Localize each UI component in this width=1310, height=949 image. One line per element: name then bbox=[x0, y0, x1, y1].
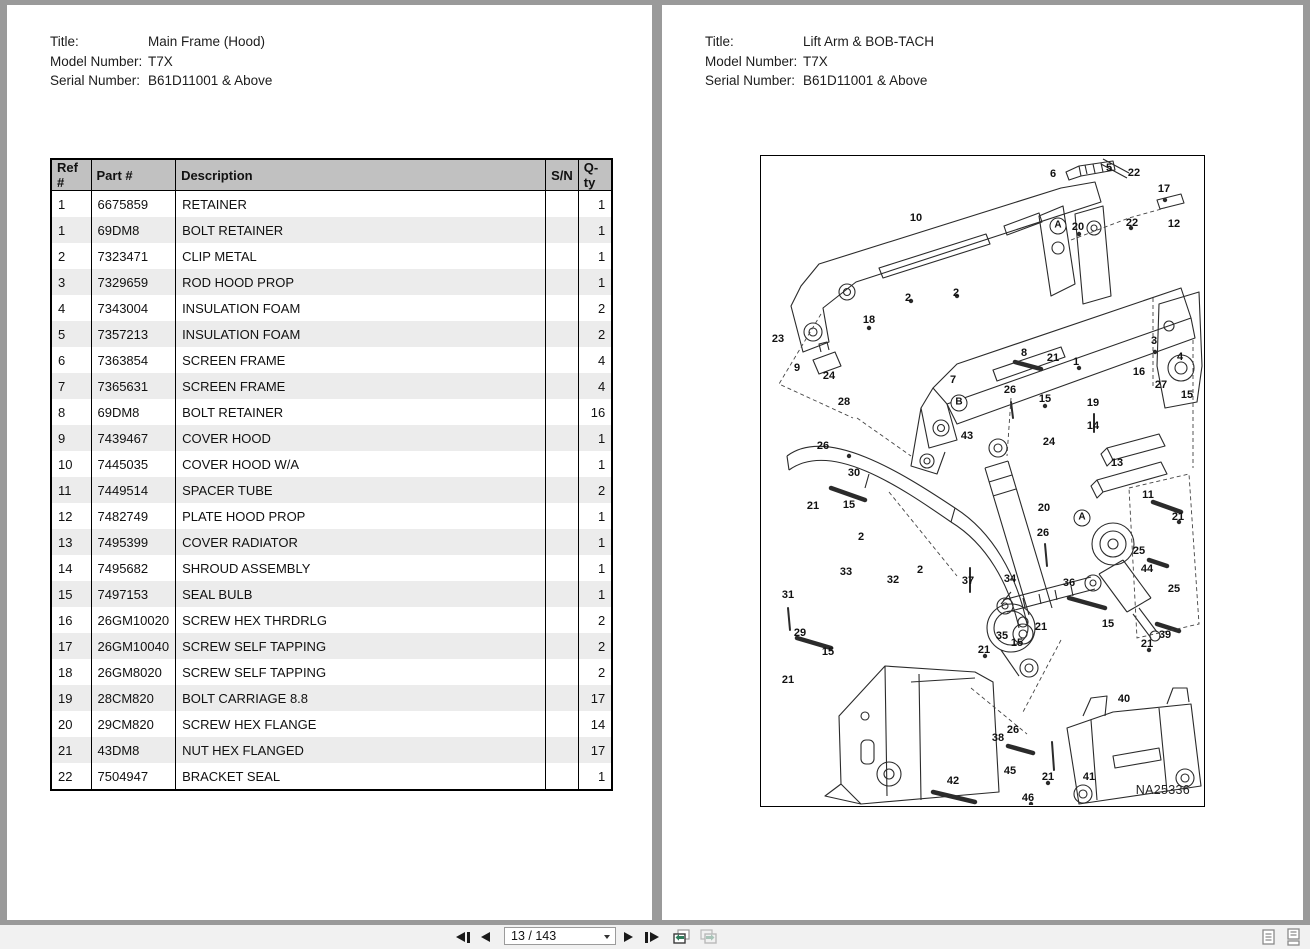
table-cell: 14 bbox=[578, 711, 612, 737]
table-cell bbox=[546, 269, 579, 295]
table-cell: 4 bbox=[578, 347, 612, 373]
continuous-layout-button[interactable] bbox=[1284, 928, 1303, 946]
table-cell bbox=[546, 529, 579, 555]
diagram-callout: 20 bbox=[1071, 221, 1085, 233]
table-cell: 18 bbox=[58, 664, 73, 680]
table-cell: 69DM8 bbox=[91, 217, 176, 243]
table-row bbox=[51, 711, 612, 737]
model-number-value: T7X bbox=[803, 53, 828, 69]
next-view-icon bbox=[698, 928, 718, 946]
diagram-callout: 2 bbox=[904, 292, 912, 304]
table-cell: 28CM820 bbox=[91, 685, 176, 711]
diagram-callout: 1 bbox=[1072, 356, 1080, 368]
single-page-layout-icon bbox=[1260, 928, 1277, 946]
diagram-callout: 15 bbox=[1010, 637, 1024, 649]
table-cell: 20 bbox=[58, 716, 73, 732]
table-cell: 1 bbox=[578, 425, 612, 451]
table-cell bbox=[546, 399, 579, 425]
serial-number-label: Serial Number: bbox=[705, 73, 796, 88]
table-cell: 7445035 bbox=[91, 451, 176, 477]
table-cell: 7449514 bbox=[91, 477, 176, 503]
table-cell: 6 bbox=[58, 352, 66, 368]
diagram-callout: 27 bbox=[1154, 379, 1168, 391]
last-page-button[interactable] bbox=[645, 928, 659, 946]
exploded-parts-diagram bbox=[760, 155, 1205, 807]
table-cell: 1 bbox=[578, 243, 612, 269]
first-page-button[interactable] bbox=[456, 928, 470, 946]
table-cell bbox=[546, 477, 579, 503]
table-cell: SEAL BULB bbox=[176, 581, 546, 607]
diagram-callout: 25 bbox=[1132, 545, 1146, 557]
diagram-callout: 22 bbox=[1127, 167, 1141, 179]
diagram-callout: 21 bbox=[781, 674, 795, 686]
table-cell: 2 bbox=[578, 321, 612, 347]
continuous-layout-icon bbox=[1284, 928, 1303, 946]
table-cell bbox=[546, 451, 579, 477]
table-cell: SPACER TUBE bbox=[176, 477, 546, 503]
table-row bbox=[51, 503, 612, 529]
diagram-callout: 21 bbox=[1171, 511, 1185, 523]
table-cell bbox=[546, 425, 579, 451]
page-indicator: 13 / 143 bbox=[511, 929, 557, 943]
table-cell: 16 bbox=[58, 612, 73, 628]
page-title: Lift Arm & BOB-TACH bbox=[803, 34, 935, 49]
table-cell: SCREW SELF TAPPING bbox=[176, 659, 546, 685]
diagram-callout: 6 bbox=[1049, 168, 1057, 180]
table-cell: 7329659 bbox=[91, 269, 176, 295]
diagram-callout: 34 bbox=[1003, 573, 1017, 585]
diagram-callout: 26 bbox=[1036, 527, 1050, 539]
table-row bbox=[51, 581, 612, 607]
table-cell bbox=[546, 763, 579, 790]
table-cell: 11 bbox=[58, 482, 72, 498]
diagram-callout: 38 bbox=[991, 732, 1005, 744]
table-cell bbox=[546, 659, 579, 685]
table-cell bbox=[546, 347, 579, 373]
diagram-callout: 3 bbox=[1150, 335, 1158, 347]
page-title: Main Frame (Hood) bbox=[148, 34, 266, 49]
diagram-callout: 21 bbox=[806, 500, 820, 512]
table-cell: SHROUD ASSEMBLY bbox=[176, 555, 546, 581]
table-cell: 2 bbox=[58, 248, 66, 264]
table-cell: 12 bbox=[58, 508, 73, 524]
table-cell bbox=[546, 503, 579, 529]
diagram-callout: 31 bbox=[781, 589, 795, 601]
table-cell: 15 bbox=[58, 586, 73, 602]
table-cell bbox=[546, 581, 579, 607]
table-cell: 1 bbox=[578, 451, 612, 477]
diagram-callout: 46 bbox=[1021, 792, 1035, 804]
table-cell bbox=[546, 555, 579, 581]
table-cell: BRACKET SEAL bbox=[176, 763, 546, 790]
diagram-callout: 8 bbox=[1020, 347, 1028, 359]
diagram-callout: 44 bbox=[1140, 563, 1154, 575]
diagram-callout: 7 bbox=[949, 374, 957, 386]
table-cell: 21 bbox=[58, 742, 73, 758]
table-cell: 13 bbox=[58, 534, 73, 550]
diagram-callout: 9 bbox=[793, 362, 801, 374]
table-cell bbox=[546, 607, 579, 633]
table-cell: CLIP METAL bbox=[176, 243, 546, 269]
table-cell: 26GM10040 bbox=[91, 633, 176, 659]
table-row bbox=[51, 685, 612, 711]
table-cell: 19 bbox=[58, 690, 73, 706]
parts-table-head-row bbox=[51, 159, 612, 191]
diagram-callout: 30 bbox=[847, 467, 861, 479]
diagram-callout: 21 bbox=[1140, 638, 1154, 650]
table-cell: 5 bbox=[58, 326, 66, 342]
table-cell: 2 bbox=[578, 633, 612, 659]
diagram-callout: 33 bbox=[839, 566, 853, 578]
diagram-callout: 12 bbox=[1167, 218, 1181, 230]
table-row bbox=[51, 399, 612, 425]
diagram-callout: 43 bbox=[960, 430, 974, 442]
table-cell bbox=[546, 191, 579, 218]
diagram-callout: 5 bbox=[1105, 162, 1113, 174]
table-cell: 1 bbox=[578, 503, 612, 529]
previous-view-button[interactable] bbox=[672, 928, 692, 946]
table-row bbox=[51, 373, 612, 399]
column-header: Part # bbox=[91, 159, 176, 191]
parts-table-body bbox=[51, 191, 612, 791]
table-cell: SCREW SELF TAPPING bbox=[176, 633, 546, 659]
table-cell: 17 bbox=[578, 737, 612, 763]
diagram-callout: 10 bbox=[909, 212, 923, 224]
table-cell bbox=[546, 321, 579, 347]
table-cell: BOLT RETAINER bbox=[176, 217, 546, 243]
bottom-toolbar bbox=[0, 925, 1310, 949]
diagram-callout: 42 bbox=[946, 775, 960, 787]
table-cell: 2 bbox=[578, 659, 612, 685]
table-cell: COVER HOOD W/A bbox=[176, 451, 546, 477]
diagram-callout: 15 bbox=[1038, 393, 1052, 405]
serial-number-value: B61D11001 & Above bbox=[803, 73, 928, 88]
diagram-callout: A bbox=[1074, 510, 1091, 527]
table-cell: 1 bbox=[578, 555, 612, 581]
table-cell: 26GM10020 bbox=[91, 607, 176, 633]
diagram-callout: 15 bbox=[821, 646, 835, 658]
table-cell: 43DM8 bbox=[91, 737, 176, 763]
diagram-callout: 2 bbox=[952, 287, 960, 299]
table-cell: COVER HOOD bbox=[176, 425, 546, 451]
table-cell: 2 bbox=[578, 295, 612, 321]
table-cell: 4 bbox=[578, 373, 612, 399]
table-cell: NUT HEX FLANGED bbox=[176, 737, 546, 763]
table-cell: 7357213 bbox=[91, 321, 176, 347]
diagram-callout: 15 bbox=[842, 499, 856, 511]
next-view-button[interactable] bbox=[698, 928, 718, 946]
diagram-callout: 15 bbox=[1101, 618, 1115, 630]
table-cell: 26GM8020 bbox=[91, 659, 176, 685]
diagram-callout: 18 bbox=[862, 314, 876, 326]
table-cell: 7504947 bbox=[91, 763, 176, 790]
diagram-callout: 19 bbox=[1086, 397, 1100, 409]
table-cell: 1 bbox=[578, 763, 612, 790]
table-cell: SCREW HEX THRDRLG bbox=[176, 607, 546, 633]
diagram-callout: 36 bbox=[1062, 577, 1076, 589]
diagram-callout: 41 bbox=[1082, 771, 1096, 783]
single-page-layout-button[interactable] bbox=[1260, 928, 1277, 946]
previous-view-icon bbox=[672, 928, 692, 946]
table-row bbox=[51, 763, 612, 790]
table-cell: BOLT CARRIAGE 8.8 bbox=[176, 685, 546, 711]
table-row bbox=[51, 737, 612, 763]
table-cell: INSULATION FOAM bbox=[176, 295, 546, 321]
table-cell: 1 bbox=[58, 222, 66, 238]
table-row bbox=[51, 633, 612, 659]
table-row bbox=[51, 477, 612, 503]
table-cell: 9 bbox=[58, 430, 66, 446]
diagram-callout: 45 bbox=[1003, 765, 1017, 777]
table-cell: 1 bbox=[58, 196, 66, 212]
table-cell: 7439467 bbox=[91, 425, 176, 451]
diagram-callout: 2 bbox=[857, 531, 865, 543]
table-cell: 6675859 bbox=[91, 191, 176, 218]
first-page-icon bbox=[456, 932, 465, 942]
table-row bbox=[51, 295, 612, 321]
serial-number-label: Serial Number: bbox=[50, 73, 141, 88]
table-row bbox=[51, 659, 612, 685]
diagram-callout: 29 bbox=[793, 627, 807, 639]
table-cell: 14 bbox=[58, 560, 73, 576]
table-row bbox=[51, 269, 612, 295]
table-cell: 16 bbox=[578, 399, 612, 425]
table-cell bbox=[546, 243, 579, 269]
table-cell: 1 bbox=[578, 581, 612, 607]
table-row bbox=[51, 243, 612, 269]
table-row bbox=[51, 321, 612, 347]
diagram-callout: 21 bbox=[1046, 352, 1060, 364]
diagram-callout: 2 bbox=[916, 564, 924, 576]
table-cell: 7323471 bbox=[91, 243, 176, 269]
table-cell: 17 bbox=[58, 638, 73, 654]
diagram-callout: 26 bbox=[1003, 384, 1017, 396]
table-row bbox=[51, 607, 612, 633]
dropdown-caret-icon bbox=[604, 935, 610, 939]
table-cell: 29CM820 bbox=[91, 711, 176, 737]
diagram-callout: 11 bbox=[1142, 489, 1154, 501]
diagram-callout: 26 bbox=[816, 440, 830, 452]
figure-code: NA25336 bbox=[1135, 783, 1190, 797]
right-page bbox=[662, 5, 1303, 920]
table-cell bbox=[546, 711, 579, 737]
diagram-callout: 13 bbox=[1110, 457, 1124, 469]
table-cell: PLATE HOOD PROP bbox=[176, 503, 546, 529]
table-cell: SCREW HEX FLANGE bbox=[176, 711, 546, 737]
diagram-callout: 25 bbox=[1167, 583, 1181, 595]
diagram-callout: 26 bbox=[1006, 724, 1020, 736]
table-cell bbox=[546, 633, 579, 659]
diagram-callout: 14 bbox=[1086, 420, 1100, 432]
diagram-callout: A bbox=[1050, 218, 1067, 235]
model-number-label: Model Number: bbox=[50, 53, 143, 69]
table-cell: 10 bbox=[58, 456, 73, 472]
column-header: S/N bbox=[546, 159, 579, 191]
table-cell: SCREEN FRAME bbox=[176, 373, 546, 399]
table-cell: 2 bbox=[578, 607, 612, 633]
diagram-callout: 24 bbox=[822, 370, 836, 382]
left-page bbox=[7, 5, 652, 920]
diagram-callout: 40 bbox=[1117, 693, 1131, 705]
table-cell: RETAINER bbox=[176, 191, 546, 218]
table-cell: 7365631 bbox=[91, 373, 176, 399]
table-cell: 4 bbox=[58, 300, 66, 316]
diagram-callout: 22 bbox=[1125, 217, 1139, 229]
table-cell: BOLT RETAINER bbox=[176, 399, 546, 425]
table-cell: 7 bbox=[58, 378, 66, 394]
diagram-callout: 20 bbox=[1037, 502, 1051, 514]
table-cell: 7495682 bbox=[91, 555, 176, 581]
table-cell: 7343004 bbox=[91, 295, 176, 321]
diagram-callout: 37 bbox=[961, 575, 975, 587]
model-number-value: T7X bbox=[148, 53, 173, 69]
serial-number-value: B61D11001 & Above bbox=[148, 73, 273, 88]
diagram-callout: 15 bbox=[1180, 389, 1194, 401]
diagram-artwork bbox=[761, 156, 1203, 805]
table-cell: 1 bbox=[578, 269, 612, 295]
table-cell: 3 bbox=[58, 274, 66, 290]
column-header: Ref # bbox=[51, 159, 91, 191]
last-page-icon bbox=[650, 932, 659, 942]
column-header: Q-ty bbox=[578, 159, 612, 191]
table-cell: SCREEN FRAME bbox=[176, 347, 546, 373]
table-row bbox=[51, 451, 612, 477]
diagram-callout: 21 bbox=[1034, 621, 1048, 633]
diagram-callout: 35 bbox=[995, 630, 1009, 642]
table-cell: 69DM8 bbox=[91, 399, 176, 425]
title-label: Title: bbox=[705, 34, 734, 49]
diagram-callout: 24 bbox=[1042, 436, 1056, 448]
table-cell: 7495399 bbox=[91, 529, 176, 555]
diagram-callout: B bbox=[951, 395, 968, 412]
model-number-label: Model Number: bbox=[705, 53, 798, 69]
table-row bbox=[51, 529, 612, 555]
table-cell: COVER RADIATOR bbox=[176, 529, 546, 555]
title-label: Title: bbox=[50, 34, 79, 49]
table-cell bbox=[546, 373, 579, 399]
table-cell: 8 bbox=[58, 404, 66, 420]
table-cell: 17 bbox=[578, 685, 612, 711]
previous-page-button[interactable] bbox=[481, 928, 490, 946]
table-row bbox=[51, 191, 612, 218]
table-cell: ROD HOOD PROP bbox=[176, 269, 546, 295]
diagram-callout: 28 bbox=[837, 396, 851, 408]
page-number-combobox[interactable] bbox=[504, 927, 616, 945]
table-cell: 22 bbox=[58, 768, 73, 784]
table-cell bbox=[546, 737, 579, 763]
right-page-header bbox=[705, 32, 934, 91]
table-cell bbox=[546, 217, 579, 243]
previous-page-icon bbox=[481, 932, 490, 942]
next-page-icon bbox=[624, 932, 633, 942]
table-row bbox=[51, 347, 612, 373]
table-cell bbox=[546, 295, 579, 321]
table-cell: 2 bbox=[578, 477, 612, 503]
table-cell bbox=[546, 685, 579, 711]
parts-table bbox=[50, 158, 613, 791]
table-cell: INSULATION FOAM bbox=[176, 321, 546, 347]
left-page-header bbox=[50, 32, 272, 91]
diagram-callout: 23 bbox=[771, 333, 785, 345]
next-page-button[interactable] bbox=[624, 928, 633, 946]
table-cell: 7482749 bbox=[91, 503, 176, 529]
diagram-callout: 39 bbox=[1158, 629, 1172, 641]
diagram-callout: 4 bbox=[1176, 351, 1184, 363]
diagram-callout: 21 bbox=[977, 644, 991, 656]
table-cell: 1 bbox=[578, 191, 612, 218]
table-row bbox=[51, 425, 612, 451]
diagram-callout: 16 bbox=[1132, 366, 1146, 378]
table-cell: 7497153 bbox=[91, 581, 176, 607]
table-cell: 7363854 bbox=[91, 347, 176, 373]
column-header: Description bbox=[176, 159, 546, 191]
diagram-callout: 32 bbox=[886, 574, 900, 586]
table-cell: 1 bbox=[578, 529, 612, 555]
table-cell: 1 bbox=[578, 217, 612, 243]
diagram-callout: 17 bbox=[1157, 183, 1171, 195]
table-row bbox=[51, 217, 612, 243]
diagram-callout: 21 bbox=[1041, 771, 1055, 783]
table-row bbox=[51, 555, 612, 581]
